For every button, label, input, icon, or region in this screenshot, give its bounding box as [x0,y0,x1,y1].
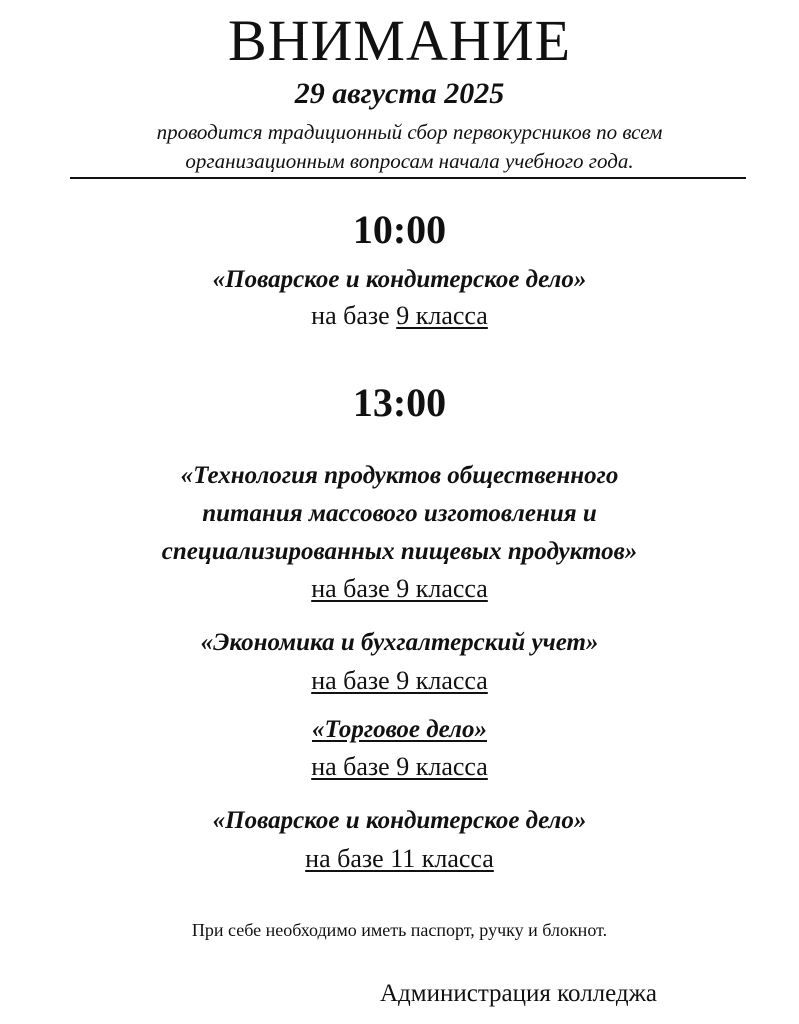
requirements-note: При себе необходимо иметь паспорт, ручку и блокнот. [191,920,608,940]
signature: Администрация колледжа [380,980,658,1007]
program-base [0,665,799,697]
program-title: «Поварское и кондитерское дело» [212,266,587,293]
program-title-line-3: специализированных пищевых продуктов» [161,538,638,565]
base-prefix: на базе [311,301,397,330]
session-time-1000: 10:00 [352,207,447,252]
program-base [0,751,799,783]
notice-title: ВНИМАНИЕ [227,8,572,73]
intro-line-2: организационным вопросам начала учебного года. [185,149,634,173]
base-text: на базе 9 класса [311,574,488,603]
program-base [0,843,799,875]
program-base [0,300,799,332]
base-text: на базе 9 класса [311,666,488,695]
program-title: «Экономика и бухгалтерский учет» [200,629,599,656]
intro-line-1: проводится традиционный сбор первокурсников по всем [156,120,663,144]
program-base [0,573,799,605]
session-time-1300: 13:00 [352,380,447,425]
base-grade: 9 класса [396,301,488,330]
program-title: «Поварское и кондитерское дело» [212,807,587,834]
program-title-line-1: «Технология продуктов общественного [180,462,619,489]
program-title-line-2: питания массового изготовления и [202,500,597,527]
program-title: «Торговое дело» [312,716,487,743]
event-date: 29 августа 2025 [294,77,505,110]
divider-line [70,177,746,179]
base-text: на базе 9 класса [311,752,488,781]
base-text: на базе 11 класса [305,844,494,873]
